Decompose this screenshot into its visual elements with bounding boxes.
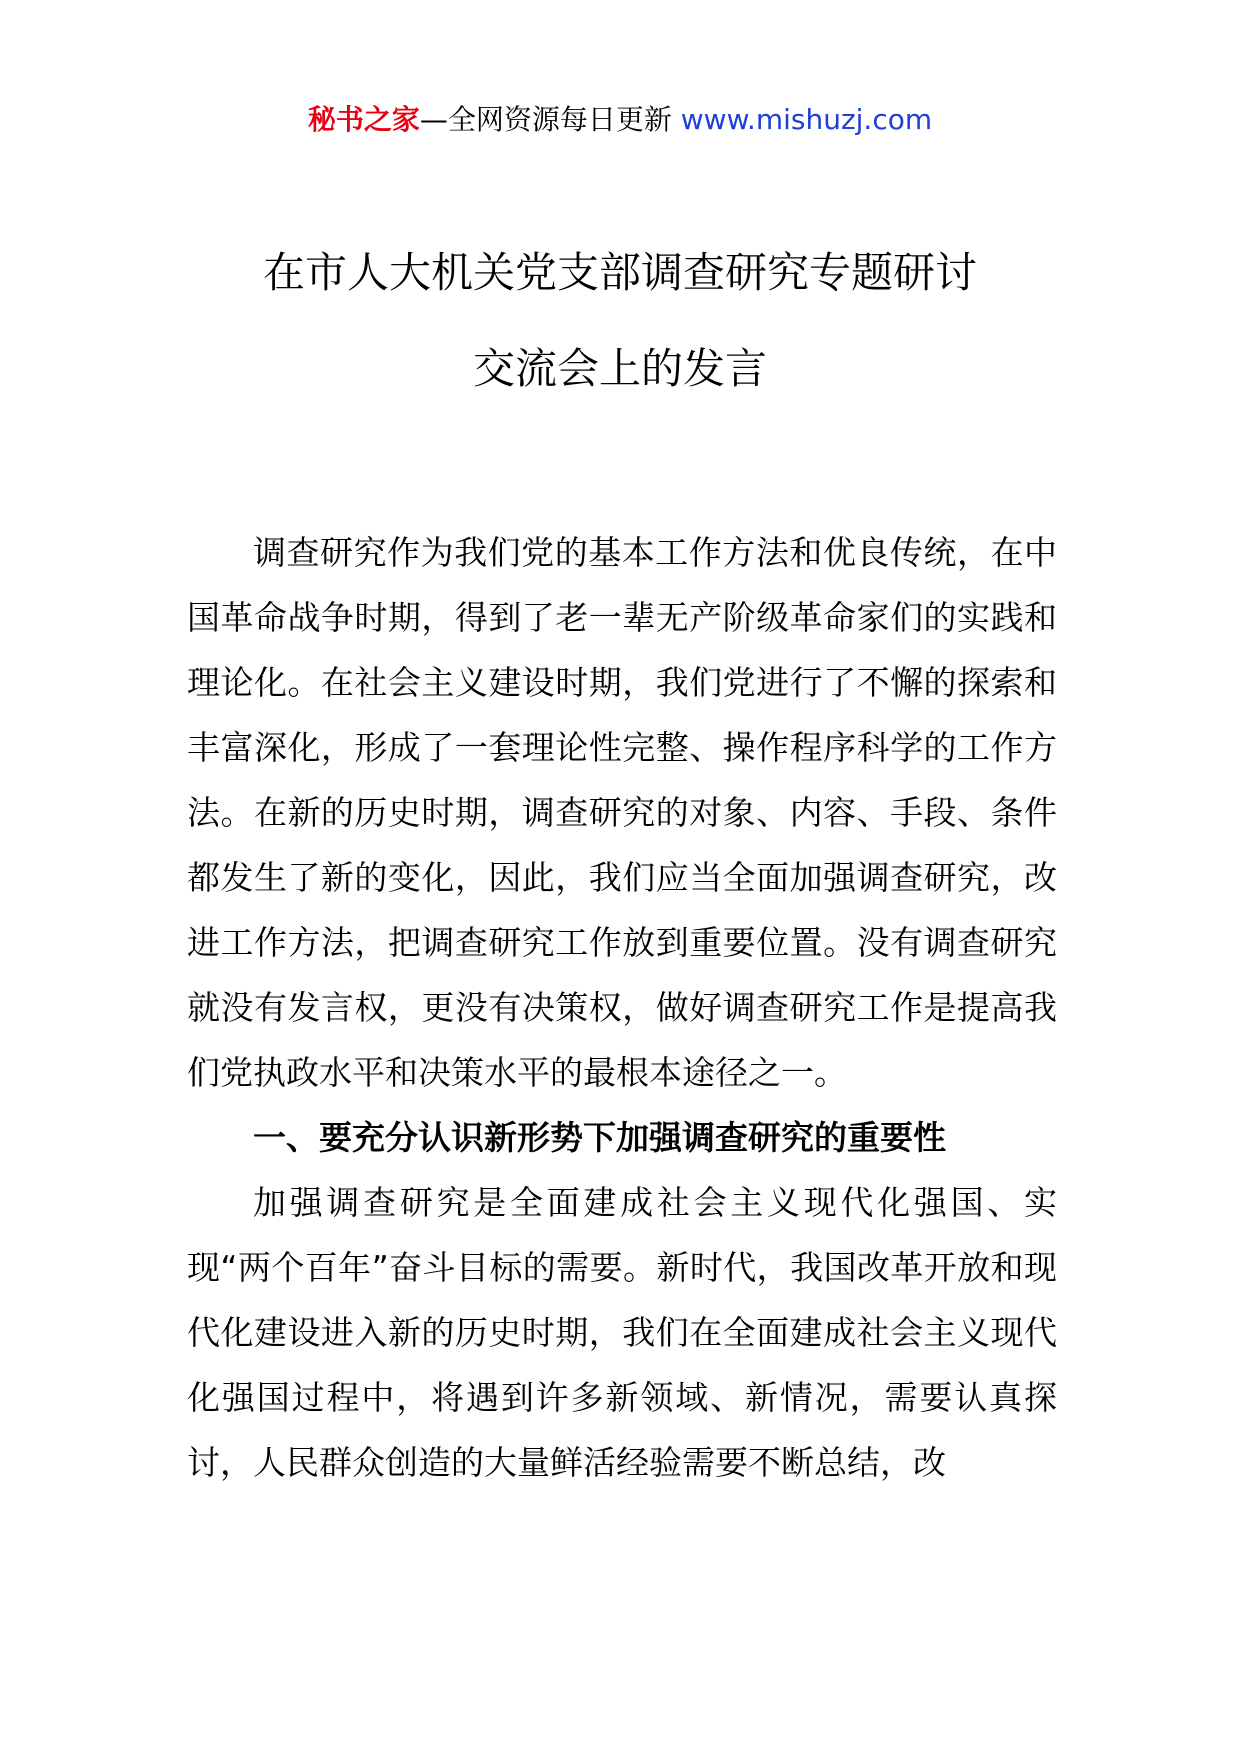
brand-name: 秘书之家 bbox=[307, 103, 420, 136]
header-banner bbox=[0, 100, 1240, 140]
section-1-paragraph: 加强调查研究是全面建成社会主义现代化强国、实现“两个百年”奋斗目标的需要。新时代，我国改革开放和现代化建设进入新的历史时期，我们在全面建成社会主义现代化强国过程中，将遇到许多新领域、新情况，需要认真探讨，人民群众创造的大量鲜活经验需要不断总结，改 bbox=[187, 1183, 1057, 1482]
intro-paragraph: 调查研究作为我们党的基本工作方法和优良传统，在中国革命战争时期，得到了老一辈无产阶级革命家们的实践和理论化。在社会主义建设时期，我们党进行了不懈的探索和丰富深化，形成了一套理论性完整、操作程序科学的工作方法。在新的历史时期，调查研究的对象、内容、手段、条件都发生了新的变化，因此，我们应当全面加强调查研究，改进工作方法，把调查研究工作放到重要位置。没有调查研究就没有发言权，更没有决策权，做好调查研究工作是提高我们党执政水平和决策水平的最根本途径之一。 bbox=[187, 533, 1057, 1092]
document-title bbox=[0, 225, 1240, 417]
title-line-2: 交流会上的发言 bbox=[472, 344, 767, 393]
section-heading-1: 一、要充分认识新形势下加强调查研究的重要性 bbox=[253, 1118, 946, 1157]
title-line-1: 在市人大机关党支部调查研究专题研讨 bbox=[262, 248, 977, 297]
header-slogan: —全网资源每日更新 bbox=[419, 103, 681, 136]
site-url-link[interactable]: www.mishuzj.com bbox=[680, 103, 933, 136]
document-body bbox=[187, 520, 1057, 1495]
